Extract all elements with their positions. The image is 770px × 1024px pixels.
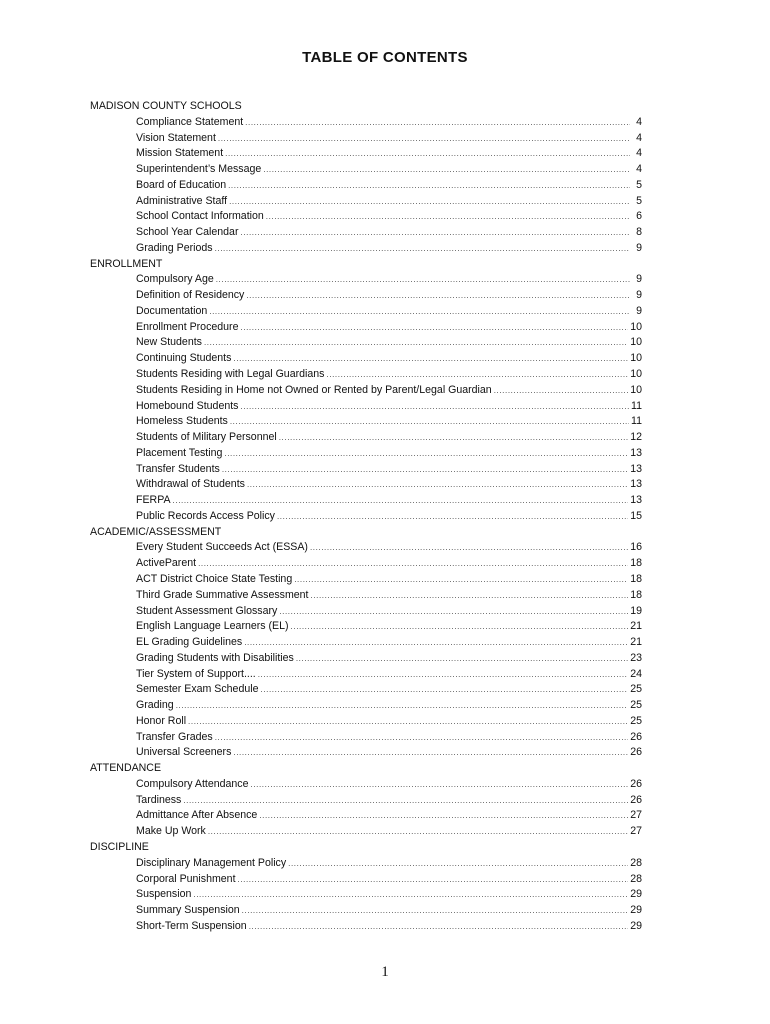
toc-entry-label: Continuing Students [136, 352, 232, 365]
toc-entry[interactable] [136, 477, 642, 493]
toc-entry-page: 18 [630, 588, 642, 601]
toc-entry-page: 10 [630, 368, 642, 381]
dot-leader [240, 225, 630, 241]
toc-entry-page: 25 [630, 683, 642, 696]
toc-entry-label: Transfer Grades [136, 730, 213, 743]
dot-leader [244, 635, 628, 651]
toc-entry-page: 11 [631, 415, 642, 428]
toc-entry-label: Documentation [136, 304, 208, 317]
dot-leader [224, 446, 628, 462]
toc-entry-label: ACT District Choice State Testing [136, 572, 293, 585]
toc-entry-page: 26 [630, 793, 642, 806]
toc-entry-label: Board of Education [136, 178, 227, 191]
toc-entry-page: 12 [630, 431, 642, 444]
toc-entry-page: 4 [636, 147, 642, 160]
toc-entry-page: 27 [630, 809, 642, 822]
toc-entry-page: 10 [630, 320, 642, 333]
dot-leader [208, 824, 628, 840]
toc-entry-label: ActiveParent [136, 557, 197, 570]
toc-entry-page: 4 [636, 163, 642, 176]
toc-entry-page: 25 [630, 714, 642, 727]
toc-entry[interactable] [136, 414, 642, 430]
dot-leader [291, 619, 629, 635]
toc-entry[interactable] [136, 351, 642, 367]
dot-leader [183, 793, 628, 809]
toc-entry-label: Third Grade Summative Assessment [136, 588, 309, 601]
toc-entry[interactable] [136, 903, 642, 919]
toc-entry[interactable] [136, 540, 642, 556]
toc-entry[interactable] [136, 588, 642, 604]
toc-entry-label: Semester Exam Schedule [136, 683, 259, 696]
toc-entry[interactable] [136, 619, 642, 635]
toc-entry-label: Universal Screeners [136, 746, 232, 759]
toc-entry[interactable] [136, 604, 642, 620]
section-heading: ACADEMIC/ASSESSMENT [90, 525, 222, 538]
toc-entry-page: 10 [630, 336, 642, 349]
toc-entry-label: Students of Military Personnel [136, 431, 277, 444]
dot-leader [250, 777, 628, 793]
dot-leader [238, 872, 629, 888]
dot-leader [240, 320, 628, 336]
toc-entry-page: 29 [630, 904, 642, 917]
toc-entry-page: 9 [636, 273, 642, 286]
toc-entry-label: Withdrawal of Students [136, 478, 245, 491]
toc-entry[interactable] [136, 635, 642, 651]
toc-entry-label: Honor Roll [136, 714, 187, 727]
section-heading: DISCIPLINE [90, 840, 149, 853]
toc-entry[interactable] [136, 698, 642, 714]
toc-entry-label: Every Student Succeeds Act (ESSA) [136, 541, 308, 554]
toc-entry[interactable] [136, 730, 642, 746]
toc-entry[interactable] [136, 272, 642, 288]
toc-entry-page: 23 [630, 651, 642, 664]
toc-entry-label: Short-Term Suspension [136, 919, 247, 932]
toc-entry[interactable] [136, 745, 642, 761]
dot-leader [233, 745, 628, 761]
dot-leader [288, 856, 628, 872]
dot-leader [259, 808, 628, 824]
toc-entry-page: 9 [636, 289, 642, 302]
toc-entry-page: 13 [630, 462, 642, 475]
dot-leader [494, 383, 629, 399]
toc-entry[interactable] [136, 288, 642, 304]
dot-leader [279, 604, 628, 620]
dot-leader [188, 714, 628, 730]
section-heading: ATTENDANCE [90, 762, 162, 775]
toc-entry[interactable] [136, 146, 642, 162]
dot-leader [176, 698, 629, 714]
toc-entry-page: 19 [630, 604, 642, 617]
toc-entry-label: School Year Calendar [136, 226, 239, 239]
toc-entry-page: 13 [630, 478, 642, 491]
toc-entry-label: EL Grading Guidelines [136, 636, 243, 649]
toc-entry-label: Student Assessment Glossary [136, 604, 278, 617]
toc-entry[interactable] [136, 304, 642, 320]
toc-entry-page: 10 [630, 383, 642, 396]
dot-leader [266, 209, 630, 225]
toc-entry[interactable] [136, 178, 642, 194]
dot-leader [277, 509, 628, 525]
dot-leader [311, 588, 629, 604]
toc-entry-page: 24 [630, 667, 642, 680]
toc-entry-label: Vision Statement [136, 131, 216, 144]
toc-entry[interactable] [136, 367, 642, 383]
toc-entry-label: Transfer Students [136, 462, 220, 475]
toc-entry[interactable] [136, 115, 642, 131]
table-of-contents [90, 99, 642, 935]
toc-entry-page: 29 [630, 888, 642, 901]
toc-entry[interactable] [136, 446, 642, 462]
toc-entry-page: 4 [636, 131, 642, 144]
toc-entry-label: Definition of Residency [136, 289, 245, 302]
dot-leader [230, 414, 629, 430]
toc-entry-page: 13 [630, 446, 642, 459]
dot-leader [247, 477, 628, 493]
dot-leader [245, 115, 630, 131]
dot-leader [215, 730, 628, 746]
dot-leader [260, 682, 628, 698]
toc-entry[interactable] [136, 320, 642, 336]
section-heading: ENROLLMENT [90, 257, 163, 270]
toc-entry-label: Tardiness [136, 793, 182, 806]
toc-entry-label: Grading [136, 699, 174, 712]
toc-entry-page: 25 [630, 699, 642, 712]
toc-entry[interactable] [136, 651, 642, 667]
toc-entry[interactable] [136, 919, 642, 935]
dot-leader [242, 903, 629, 919]
toc-entry-page: 5 [636, 178, 642, 191]
toc-entry-label: School Contact Information [136, 210, 264, 223]
dot-leader [310, 540, 628, 556]
toc-entry-label: Homeless Students [136, 415, 228, 428]
toc-entry[interactable] [136, 194, 642, 210]
toc-entry-page: 13 [630, 494, 642, 507]
toc-entry-label: English Language Learners (EL) [136, 620, 289, 633]
dot-leader [233, 351, 628, 367]
dot-leader [229, 194, 630, 210]
toc-entry-label: Superintendent’s Message [136, 163, 262, 176]
toc-entry-label: Suspension [136, 888, 192, 901]
toc-entry[interactable] [136, 887, 642, 903]
section-heading: MADISON COUNTY SCHOOLS [90, 100, 242, 112]
dot-leader [173, 493, 629, 509]
toc-entry-label: Disciplinary Management Policy [136, 856, 287, 869]
toc-entry-page: 28 [630, 872, 642, 885]
toc-entry-page: 4 [636, 115, 642, 128]
dot-leader [193, 887, 628, 903]
toc-entry[interactable] [136, 241, 642, 257]
toc-entry-page: 10 [630, 352, 642, 365]
dot-leader [204, 335, 628, 351]
toc-entry[interactable] [136, 493, 642, 509]
toc-entry-page: 16 [630, 541, 642, 554]
dot-leader [326, 367, 628, 383]
toc-entry[interactable] [136, 225, 642, 241]
dot-leader [216, 272, 630, 288]
toc-entry-page: 26 [630, 777, 642, 790]
toc-entry-page: 5 [636, 194, 642, 207]
toc-entry-label: Compliance Statement [136, 115, 244, 128]
toc-entry-page: 15 [630, 509, 642, 522]
toc-entry-label: Students Residing with Legal Guardians [136, 368, 325, 381]
dot-leader [296, 651, 628, 667]
toc-entry-label: Enrollment Procedure [136, 320, 239, 333]
toc-entry-label: Make Up Work [136, 825, 206, 838]
page-title: TABLE OF CONTENTS [302, 49, 468, 66]
toc-entry[interactable] [136, 793, 642, 809]
toc-entry[interactable] [136, 777, 642, 793]
toc-entry-page: 11 [631, 399, 642, 412]
toc-entry[interactable] [136, 462, 642, 478]
toc-entry-label: Admittance After Absence [136, 809, 258, 822]
toc-entry[interactable] [136, 430, 642, 446]
toc-entry-label: New Students [136, 336, 202, 349]
toc-entry[interactable] [136, 509, 642, 525]
dot-leader [218, 131, 630, 147]
toc-entry[interactable] [136, 856, 642, 872]
toc-entry-page: 21 [630, 636, 642, 649]
toc-entry[interactable] [136, 335, 642, 351]
toc-entry-page: 6 [636, 210, 642, 223]
dot-leader [294, 572, 628, 588]
toc-entry[interactable] [136, 572, 642, 588]
toc-entry[interactable] [136, 872, 642, 888]
toc-entry-label: Grading Periods [136, 241, 213, 254]
toc-entry-label: Summary Suspension [136, 904, 240, 917]
toc-entry-label: Homebound Students [136, 399, 239, 412]
dot-leader [215, 241, 630, 257]
dot-leader [279, 430, 628, 446]
toc-entry-label: Mission Statement [136, 147, 224, 160]
toc-entry-label: Corporal Punishment [136, 872, 236, 885]
toc-entry-page: 9 [636, 241, 642, 254]
toc-entry-label: FERPA [136, 494, 171, 507]
toc-entry-page: 18 [630, 572, 642, 585]
toc-entry-label: Tier System of Support.... [136, 667, 256, 680]
toc-entry-page: 29 [630, 919, 642, 932]
toc-entry-label: Compulsory Age [136, 273, 214, 286]
page-number: 1 [381, 964, 389, 980]
toc-entry-label: Public Records Access Policy [136, 509, 275, 522]
toc-entry[interactable] [136, 714, 642, 730]
toc-entry[interactable] [136, 162, 642, 178]
toc-entry-label: Grading Students with Disabilities [136, 651, 294, 664]
toc-entry[interactable] [136, 209, 642, 225]
toc-entry-label: Placement Testing [136, 446, 223, 459]
dot-leader [249, 919, 629, 935]
toc-entry[interactable] [136, 399, 642, 415]
dot-leader [263, 162, 630, 178]
toc-entry-page: 8 [636, 226, 642, 239]
toc-entry-page: 27 [630, 825, 642, 838]
toc-entry-page: 18 [630, 557, 642, 570]
toc-entry-label: Compulsory Attendance [136, 777, 249, 790]
dot-leader [225, 146, 630, 162]
toc-entry-label: Students Residing in Home not Owned or Rented by Parent/Legal Guardian [136, 383, 492, 396]
toc-entry-page: 21 [630, 620, 642, 633]
dot-leader [258, 667, 628, 683]
toc-entry[interactable] [136, 556, 642, 572]
toc-entry[interactable] [136, 383, 642, 399]
dot-leader [209, 304, 630, 320]
toc-entry[interactable] [136, 824, 642, 840]
toc-entry-page: 26 [630, 746, 642, 759]
toc-entry-page: 28 [630, 856, 642, 869]
dot-leader [228, 178, 630, 194]
toc-entry[interactable] [136, 682, 642, 698]
toc-entry-page: 26 [630, 730, 642, 743]
dot-leader [198, 556, 628, 572]
toc-entry[interactable] [136, 131, 642, 147]
toc-entry-label: Administrative Staff [136, 194, 228, 207]
dot-leader [246, 288, 630, 304]
toc-entry-page: 9 [636, 304, 642, 317]
toc-entry[interactable] [136, 808, 642, 824]
dot-leader [222, 462, 628, 478]
dot-leader [240, 399, 629, 415]
toc-entry[interactable] [136, 667, 642, 683]
